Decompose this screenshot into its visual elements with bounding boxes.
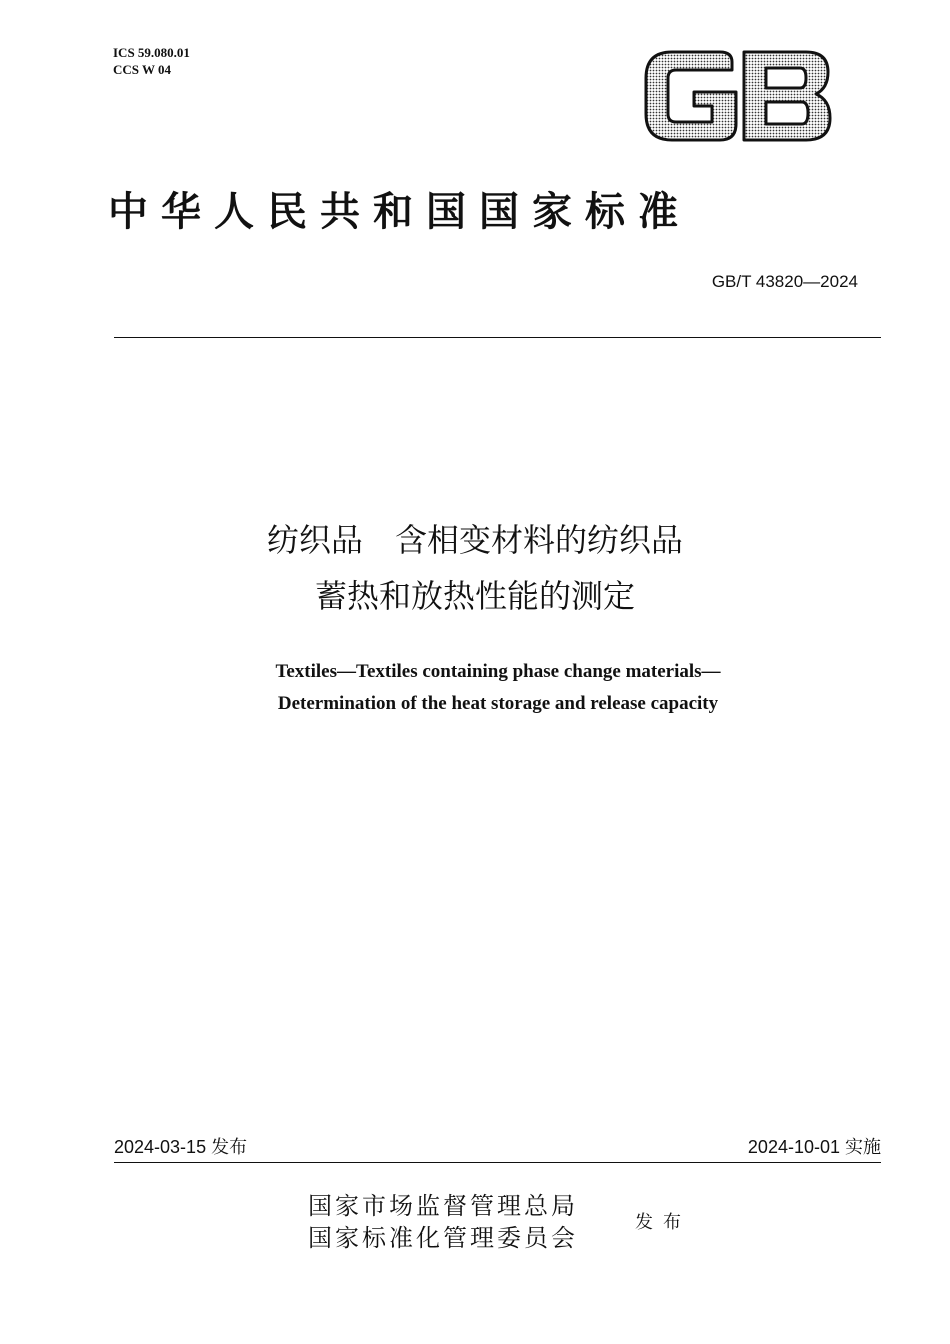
- publish-date: 2024-03-15 发布: [114, 1137, 248, 1157]
- implementation-date: 2024-10-01 实施: [747, 1137, 881, 1157]
- issuer-sac: 国家标准化管理委员会: [308, 1224, 578, 1252]
- national-standard-title: 中华人民共和国国家标准: [108, 188, 691, 235]
- classification-codes: [113, 44, 190, 78]
- top-divider: [114, 337, 881, 338]
- chinese-title: [0, 518, 950, 618]
- chinese-title-line2: 蓄热和放热性能的测定: [314, 577, 635, 615]
- gb-logo-icon: [640, 48, 832, 144]
- bottom-divider: [114, 1162, 881, 1163]
- english-title-line2: Determination of the heat storage and release capacity: [277, 693, 719, 714]
- english-title-line1: Textiles—Textiles containing phase change materials—: [275, 661, 721, 682]
- ics-code: ICS 59.080.01: [113, 45, 190, 60]
- english-title: [0, 656, 950, 720]
- issue-label: 发布: [635, 1212, 691, 1233]
- issuing-authorities: [308, 1190, 578, 1254]
- standard-number: GB/T 43820—2024: [711, 272, 858, 291]
- chinese-title-line1: 纺织品 含相变材料的纺织品: [266, 521, 683, 559]
- ccs-code: CCS W 04: [113, 62, 172, 77]
- issuer-samr: 国家市场监督管理总局: [308, 1192, 578, 1220]
